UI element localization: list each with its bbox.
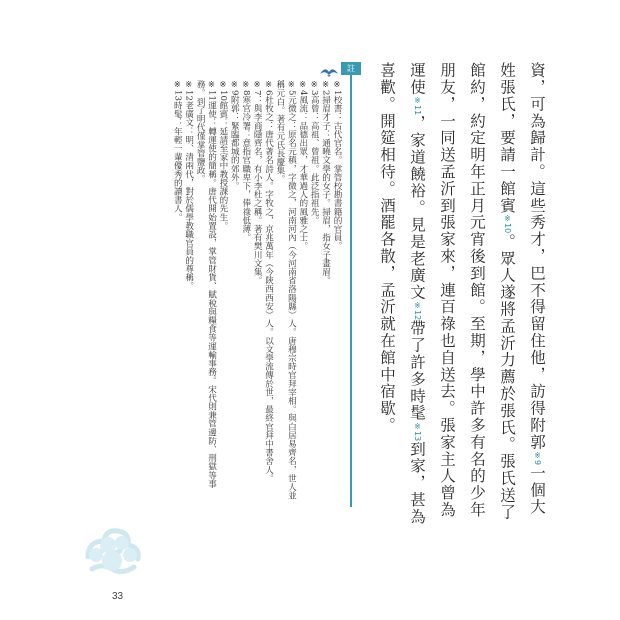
note-item: ※1校書：古代官名。掌管校勘書籍的官員。 <box>332 80 342 251</box>
note-reference: ※11 <box>413 95 422 115</box>
note-item: ※11運使：轉運使的簡稱。唐代開始置設，掌管財貨、賦稅與糧食等運輸事務。宋代則兼管邊防、刑獄等事務。到了明代僅掌管鹽政。 <box>195 80 217 488</box>
main-text-segment: 酒罷各散，孟沂就在館中宿歇。 <box>378 197 396 434</box>
notes-list <box>152 80 342 505</box>
main-text-segment: 一個大姓張氏，要請一館賓 <box>498 62 546 516</box>
note-item: ※9附郭：緊臨都城的郊外。 <box>229 80 240 191</box>
note-reference: ※13 <box>413 421 422 441</box>
main-text-segment: 帶了許多時髦 <box>408 320 426 422</box>
main-text-segment: 學中許多有名的少年朋友，一同送孟沂到張家來，連百祿也自送去。張家主人曾為 <box>438 62 486 519</box>
note-reference: ※9 <box>533 450 542 465</box>
notes-panel <box>148 62 355 507</box>
note-reference: ※12 <box>413 300 422 321</box>
note-reference: ※10 <box>503 214 512 234</box>
main-text-segment: ，家道饒裕。見是老廣文 <box>408 115 426 301</box>
main-text-segment: 。眾人遂將孟沂力薦於張氏。張氏送了館約，約定明年正月元宵後到館。至期， <box>468 62 516 521</box>
main-text-segment: 到家，甚為喜歡。開筵相待。 <box>378 62 426 526</box>
note-item: ※3高曾：高祖、曾祖。此泛指祖先。 <box>309 80 320 225</box>
bird-icon <box>318 64 340 78</box>
note-item: ※5元微之：原名元稹，字微之，河南河內（今河南省洛陽縣）人。唐穆宗時官拜宰相。與白居易齊名，世人並稱元白。著有元氏長慶集。 <box>274 80 297 500</box>
note-item: ※13時髦：年輕一輩優秀的讀書人。 <box>172 80 183 222</box>
note-item: ※10館賓：延請至家中教授課的先生。 <box>217 80 228 230</box>
note-item: ※2掃眉才子：通曉文學的女子。掃眉，指女子畫眉。 <box>320 80 331 285</box>
main-text-segment: 運使 <box>408 62 426 96</box>
main-text-column <box>352 62 552 532</box>
notes-badge: 註 <box>341 62 361 75</box>
main-text-segment: 資，可為歸計。這些秀才，巴不得留住他，訪得附郭 <box>528 62 546 451</box>
note-item: ※4風流：品德出眾，才華過人的風雅之士。 <box>297 80 308 251</box>
note-item: ※8寒官冷署：意指官職卑下，俸祿低薄。 <box>240 80 251 242</box>
main-text-block <box>372 62 552 532</box>
note-item: ※7：與李商隱齊名，有小李杜之稱。著有樊川文集。 <box>252 80 263 285</box>
cloud-ornament <box>78 515 148 585</box>
note-item: ※6杜牧之：唐代著名詩人。字牧之，京兆萬年（今陝西西安）人。以文學流傳於世，最終官拜中書舍人。 <box>263 80 274 483</box>
page-number: 33 <box>112 591 124 602</box>
note-item: ※12老廣文：明、清兩代，對於儒學教職官員的尊稱。 <box>183 80 194 291</box>
